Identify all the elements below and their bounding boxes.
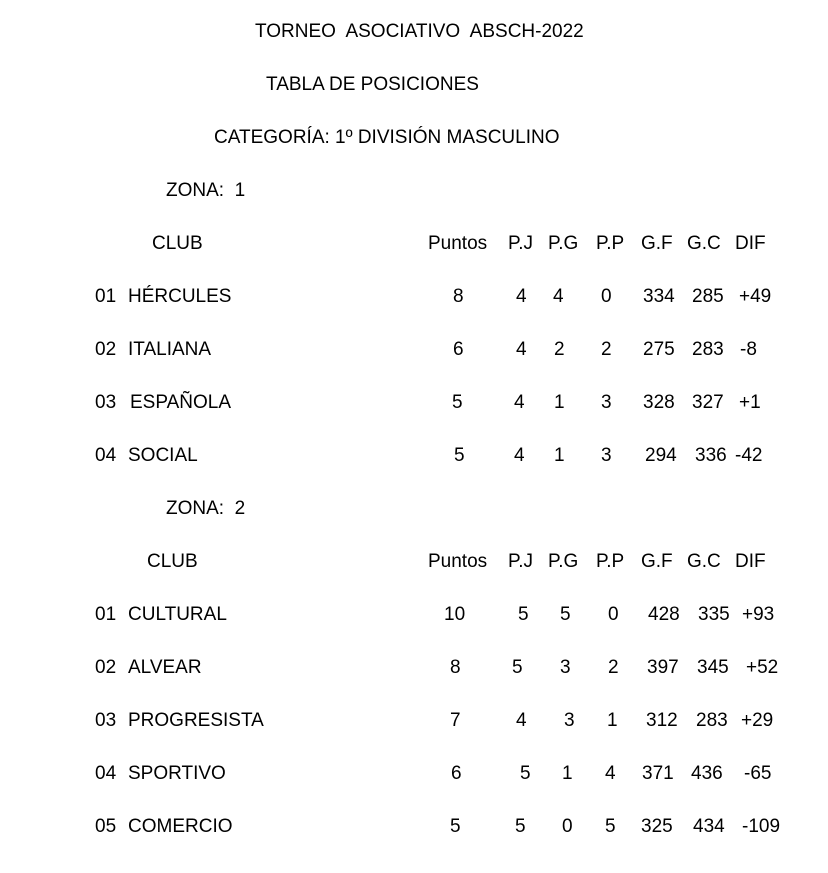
- row-position: 04: [95, 763, 117, 784]
- zone-2-header-row: [0, 550, 828, 574]
- row-gf: 428: [648, 604, 680, 625]
- row-puntos: 8: [450, 657, 461, 678]
- row-gc: 283: [696, 710, 728, 731]
- row-puntos: 5: [452, 392, 463, 413]
- row-puntos: 5: [454, 445, 465, 466]
- column-header-gc: G.C: [687, 233, 721, 254]
- row-pp: 2: [608, 657, 619, 678]
- column-header-gf: G.F: [641, 551, 673, 572]
- row-puntos: 6: [451, 763, 462, 784]
- row-pg: 3: [564, 710, 575, 731]
- column-header-puntos: Puntos: [428, 233, 488, 254]
- row-pj: 4: [514, 392, 525, 413]
- zone-1-header-row: [0, 232, 828, 256]
- column-header-dif: DIF: [735, 551, 766, 572]
- row-gf: 312: [646, 710, 678, 731]
- column-header-puntos: Puntos: [428, 551, 488, 572]
- row-position: 03: [95, 710, 117, 731]
- row-dif: +93: [742, 604, 775, 625]
- row-club: ITALIANA: [128, 339, 212, 360]
- row-pj: 5: [518, 604, 529, 625]
- row-pj: 4: [514, 445, 525, 466]
- row-gf: 397: [647, 657, 679, 678]
- row-pj: 4: [516, 710, 527, 731]
- row-pj: 5: [520, 763, 531, 784]
- column-header-gc: G.C: [687, 551, 721, 572]
- row-dif: +49: [739, 286, 772, 307]
- table-row: [0, 603, 828, 627]
- row-dif: +1: [739, 392, 761, 413]
- zone-2-label: ZONA: 2: [166, 498, 246, 519]
- table-row: [0, 338, 828, 362]
- row-pj: 4: [516, 339, 527, 360]
- row-pg: 5: [560, 604, 571, 625]
- row-position: 01: [95, 604, 117, 625]
- row-puntos: 5: [450, 816, 461, 837]
- row-pg: 1: [554, 445, 565, 466]
- row-pp: 3: [601, 445, 612, 466]
- table-row: [0, 762, 828, 786]
- table-row: [0, 709, 828, 733]
- column-header-pp: P.P: [596, 551, 625, 572]
- row-club: PROGRESISTA: [128, 710, 264, 731]
- column-header-dif: DIF: [735, 233, 766, 254]
- column-header-pj: P.J: [508, 551, 534, 572]
- row-position: 03: [95, 392, 117, 413]
- row-dif: -109: [742, 816, 781, 837]
- row-club: SOCIAL: [128, 445, 198, 466]
- table-row: [0, 815, 828, 839]
- table-row: [0, 656, 828, 680]
- row-club: HÉRCULES: [128, 286, 232, 307]
- row-pj: 5: [512, 657, 523, 678]
- row-pg: 1: [562, 763, 573, 784]
- row-puntos: 7: [450, 710, 461, 731]
- row-gc: 335: [698, 604, 730, 625]
- row-puntos: 6: [453, 339, 464, 360]
- row-pg: 1: [554, 392, 565, 413]
- table-row: [0, 391, 828, 415]
- row-pg: 0: [562, 816, 573, 837]
- column-header-gf: G.F: [641, 233, 673, 254]
- row-pp: 5: [605, 816, 616, 837]
- column-header-club: CLUB: [152, 233, 203, 254]
- row-position: 04: [95, 445, 117, 466]
- row-pp: 2: [601, 339, 612, 360]
- row-dif: +29: [741, 710, 774, 731]
- row-pp: 1: [607, 710, 618, 731]
- row-pp: 4: [605, 763, 616, 784]
- row-pj: 5: [515, 816, 526, 837]
- row-pg: 3: [560, 657, 571, 678]
- row-gc: 436: [691, 763, 723, 784]
- row-gf: 371: [642, 763, 674, 784]
- row-position: 05: [95, 816, 117, 837]
- row-gf: 334: [643, 286, 675, 307]
- row-position: 02: [95, 657, 117, 678]
- row-gf: 325: [641, 816, 673, 837]
- row-gf: 294: [645, 445, 677, 466]
- row-pp: 3: [601, 392, 612, 413]
- row-pg: 4: [553, 286, 564, 307]
- column-header-pp: P.P: [596, 233, 625, 254]
- row-puntos: 10: [444, 604, 466, 625]
- row-position: 02: [95, 339, 117, 360]
- row-dif: -8: [740, 339, 757, 360]
- column-header-pg: P.G: [548, 233, 579, 254]
- document-title: TORNEO ASOCIATIVO ABSCH-2022: [255, 21, 584, 42]
- row-dif: -42: [735, 445, 763, 466]
- row-gc: 336: [695, 445, 727, 466]
- row-gc: 283: [692, 339, 724, 360]
- row-gf: 328: [643, 392, 675, 413]
- row-gf: 275: [643, 339, 675, 360]
- row-gc: 327: [692, 392, 724, 413]
- row-pp: 0: [601, 286, 612, 307]
- category-label: CATEGORÍA: 1º DIVISIÓN MASCULINO: [214, 127, 560, 148]
- row-club: ESPAÑOLA: [130, 392, 232, 413]
- row-pp: 0: [608, 604, 619, 625]
- row-pg: 2: [554, 339, 565, 360]
- row-gc: 345: [697, 657, 729, 678]
- document-subtitle: TABLA DE POSICIONES: [266, 74, 479, 95]
- table-row: [0, 444, 828, 468]
- column-header-pj: P.J: [508, 233, 534, 254]
- row-club: SPORTIVO: [128, 763, 226, 784]
- row-gc: 285: [692, 286, 724, 307]
- row-dif: +52: [746, 657, 779, 678]
- column-header-pg: P.G: [548, 551, 579, 572]
- row-gc: 434: [693, 816, 725, 837]
- row-pj: 4: [516, 286, 527, 307]
- row-club: ALVEAR: [128, 657, 202, 678]
- row-club: COMERCIO: [128, 816, 233, 837]
- row-dif: -65: [744, 763, 772, 784]
- column-header-club: CLUB: [147, 551, 198, 572]
- table-row: [0, 285, 828, 309]
- row-position: 01: [95, 286, 117, 307]
- row-puntos: 8: [453, 286, 464, 307]
- row-club: CULTURAL: [128, 604, 227, 625]
- zone-1-label: ZONA: 1: [166, 180, 246, 201]
